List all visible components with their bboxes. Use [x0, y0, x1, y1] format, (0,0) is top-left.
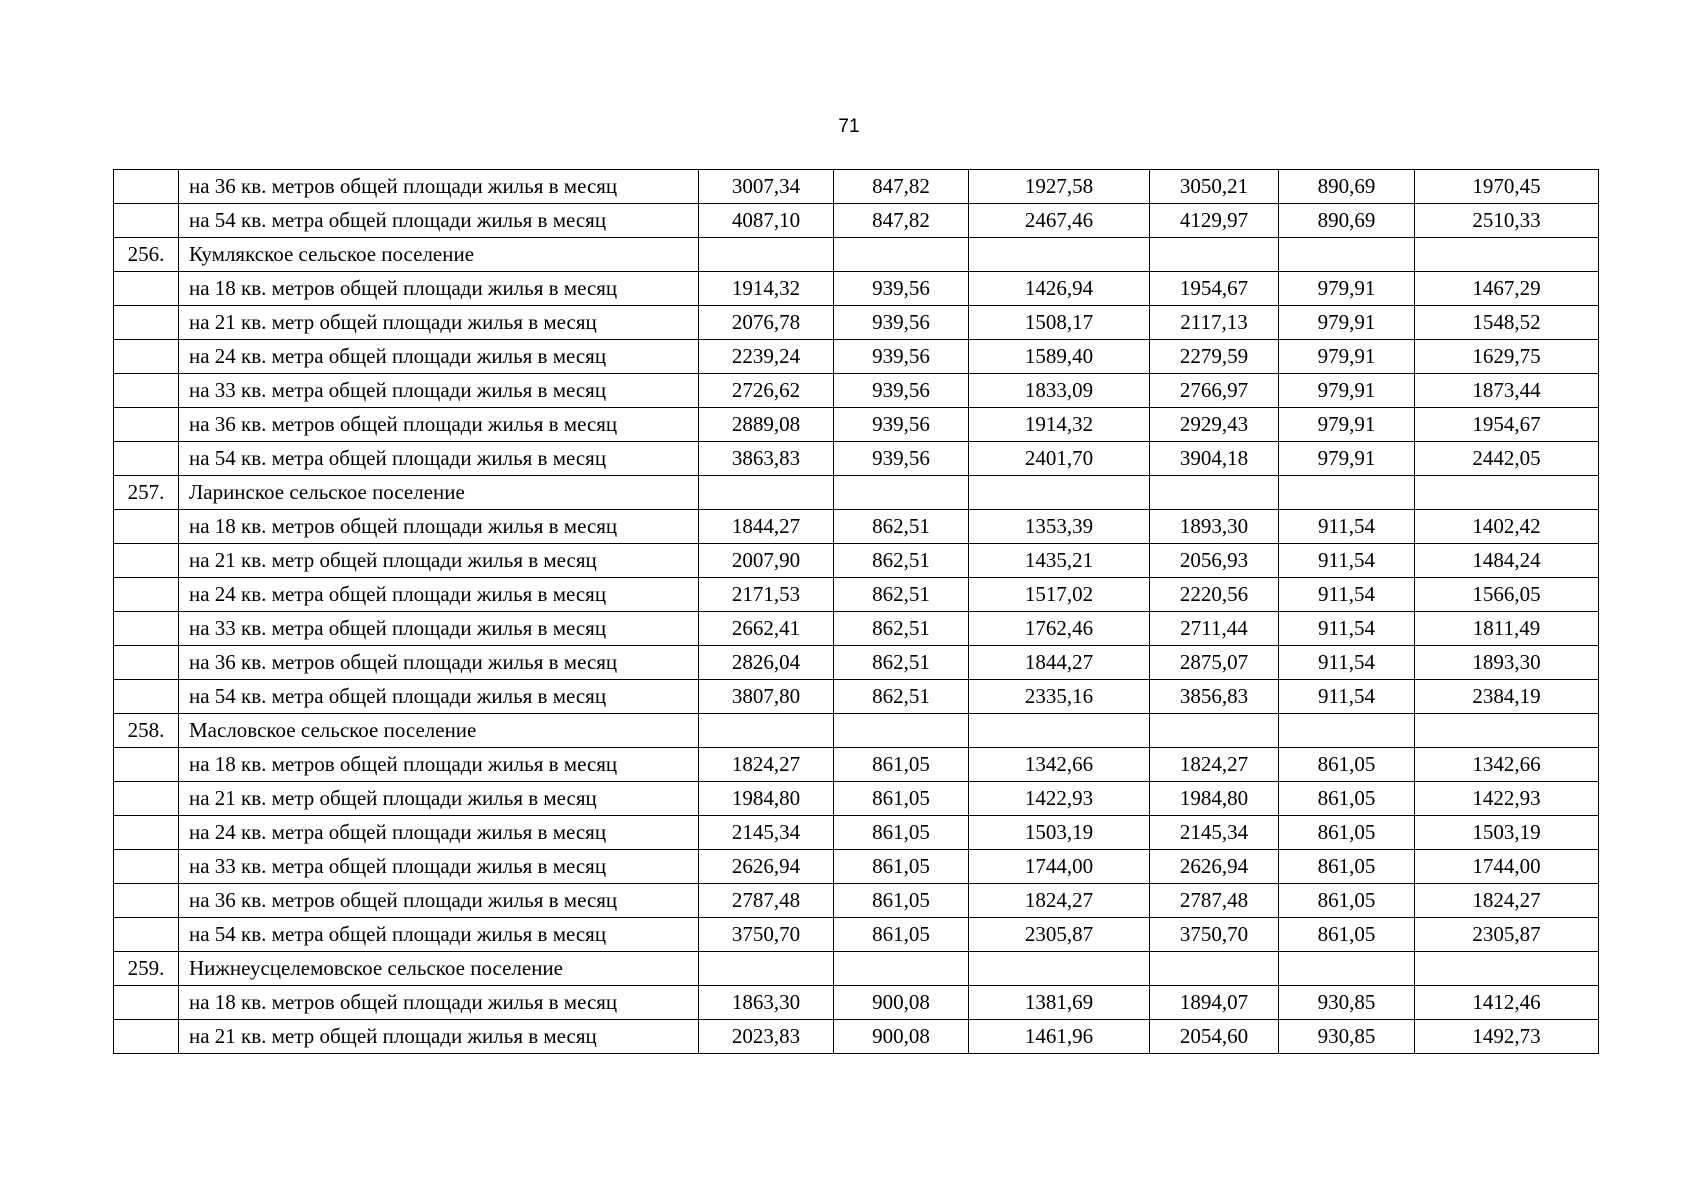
row-number-cell: [114, 272, 179, 306]
value-cell-5: 979,91: [1279, 442, 1415, 476]
value-cell-1: 3007,34: [699, 170, 834, 204]
value-cell-6: 1811,49: [1415, 612, 1599, 646]
value-cell-2: 939,56: [834, 272, 969, 306]
value-cell-4: 3750,70: [1150, 918, 1279, 952]
value-cell-3: 1435,21: [969, 544, 1150, 578]
value-cell-5: 890,69: [1279, 204, 1415, 238]
tariff-table: [113, 169, 1599, 1054]
value-cell-6: 1492,73: [1415, 1020, 1599, 1054]
table-row: [114, 544, 1599, 578]
value-cell-1: 2626,94: [699, 850, 834, 884]
value-cell-2: [834, 952, 969, 986]
value-cell-2: [834, 714, 969, 748]
value-cell-1: 3863,83: [699, 442, 834, 476]
value-cell-5: [1279, 476, 1415, 510]
value-cell-3: 1824,27: [969, 884, 1150, 918]
value-cell-6: [1415, 952, 1599, 986]
value-cell-3: 1744,00: [969, 850, 1150, 884]
value-cell-5: 930,85: [1279, 986, 1415, 1020]
value-cell-1: 2023,83: [699, 1020, 834, 1054]
value-cell-6: 2442,05: [1415, 442, 1599, 476]
value-cell-3: 1381,69: [969, 986, 1150, 1020]
value-cell-6: 2305,87: [1415, 918, 1599, 952]
row-name-cell: на 21 кв. метр общей площади жилья в месяц: [179, 544, 699, 578]
table-row: [114, 748, 1599, 782]
value-cell-6: 1484,24: [1415, 544, 1599, 578]
table-row: [114, 816, 1599, 850]
value-cell-3: [969, 714, 1150, 748]
row-number-cell: [114, 1020, 179, 1054]
value-cell-1: 4087,10: [699, 204, 834, 238]
table-row: [114, 204, 1599, 238]
table-row: [114, 272, 1599, 306]
value-cell-5: 911,54: [1279, 612, 1415, 646]
value-cell-6: 1824,27: [1415, 884, 1599, 918]
value-cell-1: [699, 952, 834, 986]
value-cell-6: 2510,33: [1415, 204, 1599, 238]
table-body: [114, 170, 1599, 1054]
value-cell-6: 1503,19: [1415, 816, 1599, 850]
value-cell-4: 2220,56: [1150, 578, 1279, 612]
value-cell-3: 2401,70: [969, 442, 1150, 476]
value-cell-3: 1461,96: [969, 1020, 1150, 1054]
value-cell-3: 1927,58: [969, 170, 1150, 204]
value-cell-6: 1467,29: [1415, 272, 1599, 306]
value-cell-1: 2239,24: [699, 340, 834, 374]
table-row: [114, 442, 1599, 476]
table-row: [114, 408, 1599, 442]
value-cell-4: 1954,67: [1150, 272, 1279, 306]
row-number-cell: 259.: [114, 952, 179, 986]
value-cell-1: 3750,70: [699, 918, 834, 952]
value-cell-3: 1914,32: [969, 408, 1150, 442]
row-number-cell: [114, 782, 179, 816]
row-number-cell: 257.: [114, 476, 179, 510]
page-number: 71: [838, 116, 860, 137]
table-row: [114, 612, 1599, 646]
row-number-cell: [114, 646, 179, 680]
value-cell-1: 2007,90: [699, 544, 834, 578]
value-cell-3: 1762,46: [969, 612, 1150, 646]
value-cell-6: 1566,05: [1415, 578, 1599, 612]
row-name-cell: Нижнеусцелемовское сельское поселение: [179, 952, 699, 986]
value-cell-6: [1415, 476, 1599, 510]
row-name-cell: на 36 кв. метров общей площади жилья в месяц: [179, 170, 699, 204]
value-cell-5: [1279, 714, 1415, 748]
value-cell-4: 2766,97: [1150, 374, 1279, 408]
value-cell-1: 2889,08: [699, 408, 834, 442]
value-cell-2: 862,51: [834, 578, 969, 612]
value-cell-3: 1517,02: [969, 578, 1150, 612]
value-cell-5: 930,85: [1279, 1020, 1415, 1054]
section-header-row: [114, 952, 1599, 986]
row-name-cell: на 33 кв. метра общей площади жилья в месяц: [179, 374, 699, 408]
value-cell-3: 1426,94: [969, 272, 1150, 306]
value-cell-2: 861,05: [834, 816, 969, 850]
value-cell-3: 1342,66: [969, 748, 1150, 782]
value-cell-6: 1954,67: [1415, 408, 1599, 442]
value-cell-3: 1833,09: [969, 374, 1150, 408]
value-cell-6: 1970,45: [1415, 170, 1599, 204]
row-name-cell: Ларинское сельское поселение: [179, 476, 699, 510]
value-cell-1: [699, 476, 834, 510]
value-cell-2: 939,56: [834, 408, 969, 442]
value-cell-3: 2467,46: [969, 204, 1150, 238]
value-cell-4: 4129,97: [1150, 204, 1279, 238]
value-cell-3: [969, 238, 1150, 272]
value-cell-3: [969, 476, 1150, 510]
value-cell-5: 911,54: [1279, 680, 1415, 714]
value-cell-4: 3050,21: [1150, 170, 1279, 204]
value-cell-2: 900,08: [834, 986, 969, 1020]
row-name-cell: на 54 кв. метра общей площади жилья в месяц: [179, 442, 699, 476]
value-cell-3: 1589,40: [969, 340, 1150, 374]
row-number-cell: [114, 544, 179, 578]
table-row: [114, 306, 1599, 340]
value-cell-3: 1353,39: [969, 510, 1150, 544]
row-name-cell: на 33 кв. метра общей площади жилья в месяц: [179, 612, 699, 646]
row-name-cell: Масловское сельское поселение: [179, 714, 699, 748]
value-cell-4: [1150, 714, 1279, 748]
value-cell-1: 2171,53: [699, 578, 834, 612]
value-cell-6: 2384,19: [1415, 680, 1599, 714]
table-row: [114, 918, 1599, 952]
value-cell-2: 862,51: [834, 544, 969, 578]
value-cell-5: 979,91: [1279, 408, 1415, 442]
value-cell-4: 1984,80: [1150, 782, 1279, 816]
value-cell-5: 861,05: [1279, 816, 1415, 850]
row-name-cell: на 24 кв. метра общей площади жилья в месяц: [179, 578, 699, 612]
value-cell-2: 862,51: [834, 612, 969, 646]
value-cell-5: 861,05: [1279, 748, 1415, 782]
value-cell-6: 1629,75: [1415, 340, 1599, 374]
row-number-cell: [114, 918, 179, 952]
value-cell-4: 2711,44: [1150, 612, 1279, 646]
value-cell-6: 1893,30: [1415, 646, 1599, 680]
value-cell-1: 2662,41: [699, 612, 834, 646]
value-cell-6: 1412,46: [1415, 986, 1599, 1020]
value-cell-1: 2076,78: [699, 306, 834, 340]
row-name-cell: на 33 кв. метра общей площади жилья в месяц: [179, 850, 699, 884]
value-cell-5: [1279, 238, 1415, 272]
value-cell-4: 2875,07: [1150, 646, 1279, 680]
row-number-cell: [114, 306, 179, 340]
table-row: [114, 680, 1599, 714]
value-cell-5: [1279, 952, 1415, 986]
row-name-cell: на 36 кв. метров общей площади жилья в месяц: [179, 646, 699, 680]
value-cell-2: 900,08: [834, 1020, 969, 1054]
row-number-cell: [114, 408, 179, 442]
row-number-cell: [114, 578, 179, 612]
value-cell-5: 911,54: [1279, 646, 1415, 680]
value-cell-3: 1508,17: [969, 306, 1150, 340]
value-cell-4: 2117,13: [1150, 306, 1279, 340]
value-cell-2: 862,51: [834, 646, 969, 680]
value-cell-3: 1844,27: [969, 646, 1150, 680]
value-cell-6: 1422,93: [1415, 782, 1599, 816]
value-cell-3: 2335,16: [969, 680, 1150, 714]
value-cell-2: 847,82: [834, 204, 969, 238]
value-cell-2: 862,51: [834, 510, 969, 544]
value-cell-1: 2726,62: [699, 374, 834, 408]
value-cell-3: 2305,87: [969, 918, 1150, 952]
table-row: [114, 646, 1599, 680]
row-name-cell: на 54 кв. метра общей площади жилья в месяц: [179, 680, 699, 714]
value-cell-6: 1744,00: [1415, 850, 1599, 884]
section-header-row: [114, 714, 1599, 748]
row-name-cell: на 18 кв. метров общей площади жилья в месяц: [179, 272, 699, 306]
row-number-cell: [114, 748, 179, 782]
row-name-cell: на 24 кв. метра общей площади жилья в месяц: [179, 816, 699, 850]
table-row: [114, 986, 1599, 1020]
value-cell-2: 861,05: [834, 782, 969, 816]
value-cell-4: 3904,18: [1150, 442, 1279, 476]
value-cell-6: 1402,42: [1415, 510, 1599, 544]
value-cell-6: [1415, 238, 1599, 272]
table-row: [114, 374, 1599, 408]
row-name-cell: Кумлякское сельское поселение: [179, 238, 699, 272]
row-name-cell: на 18 кв. метров общей площади жилья в месяц: [179, 748, 699, 782]
value-cell-4: 2787,48: [1150, 884, 1279, 918]
value-cell-6: 1342,66: [1415, 748, 1599, 782]
row-name-cell: на 18 кв. метров общей площади жилья в месяц: [179, 986, 699, 1020]
value-cell-1: 2145,34: [699, 816, 834, 850]
table-row: [114, 782, 1599, 816]
section-header-row: [114, 476, 1599, 510]
value-cell-4: 3856,83: [1150, 680, 1279, 714]
row-number-cell: 258.: [114, 714, 179, 748]
value-cell-5: 911,54: [1279, 578, 1415, 612]
value-cell-1: 1863,30: [699, 986, 834, 1020]
row-number-cell: [114, 986, 179, 1020]
row-name-cell: на 54 кв. метра общей площади жилья в месяц: [179, 918, 699, 952]
value-cell-6: [1415, 714, 1599, 748]
row-number-cell: [114, 884, 179, 918]
row-name-cell: на 36 кв. метров общей площади жилья в месяц: [179, 408, 699, 442]
value-cell-4: [1150, 476, 1279, 510]
value-cell-1: 3807,80: [699, 680, 834, 714]
value-cell-5: 861,05: [1279, 850, 1415, 884]
value-cell-2: 939,56: [834, 306, 969, 340]
value-cell-4: [1150, 238, 1279, 272]
table-row: [114, 1020, 1599, 1054]
value-cell-5: 979,91: [1279, 306, 1415, 340]
value-cell-5: 861,05: [1279, 884, 1415, 918]
value-cell-2: 939,56: [834, 340, 969, 374]
row-number-cell: [114, 850, 179, 884]
value-cell-4: 2145,34: [1150, 816, 1279, 850]
value-cell-2: 939,56: [834, 374, 969, 408]
value-cell-1: 1844,27: [699, 510, 834, 544]
value-cell-2: [834, 238, 969, 272]
value-cell-2: 861,05: [834, 748, 969, 782]
value-cell-2: [834, 476, 969, 510]
value-cell-5: 861,05: [1279, 918, 1415, 952]
value-cell-4: 2054,60: [1150, 1020, 1279, 1054]
row-number-cell: 256.: [114, 238, 179, 272]
value-cell-4: 1894,07: [1150, 986, 1279, 1020]
table-row: [114, 510, 1599, 544]
row-number-cell: [114, 442, 179, 476]
row-number-cell: [114, 204, 179, 238]
section-header-row: [114, 238, 1599, 272]
value-cell-2: 847,82: [834, 170, 969, 204]
value-cell-1: 2787,48: [699, 884, 834, 918]
row-number-cell: [114, 612, 179, 646]
value-cell-1: 1914,32: [699, 272, 834, 306]
row-name-cell: на 24 кв. метра общей площади жилья в месяц: [179, 340, 699, 374]
value-cell-4: 2279,59: [1150, 340, 1279, 374]
value-cell-5: 911,54: [1279, 544, 1415, 578]
row-number-cell: [114, 170, 179, 204]
value-cell-5: 911,54: [1279, 510, 1415, 544]
value-cell-4: 2056,93: [1150, 544, 1279, 578]
row-number-cell: [114, 680, 179, 714]
value-cell-5: 890,69: [1279, 170, 1415, 204]
value-cell-1: 1984,80: [699, 782, 834, 816]
value-cell-2: 862,51: [834, 680, 969, 714]
value-cell-6: 1548,52: [1415, 306, 1599, 340]
row-name-cell: на 21 кв. метр общей площади жилья в месяц: [179, 1020, 699, 1054]
value-cell-4: 2929,43: [1150, 408, 1279, 442]
row-name-cell: на 21 кв. метр общей площади жилья в месяц: [179, 306, 699, 340]
row-number-cell: [114, 374, 179, 408]
value-cell-1: [699, 238, 834, 272]
table-row: [114, 340, 1599, 374]
row-number-cell: [114, 340, 179, 374]
table-row: [114, 578, 1599, 612]
value-cell-5: 979,91: [1279, 374, 1415, 408]
value-cell-5: 979,91: [1279, 340, 1415, 374]
value-cell-4: 2626,94: [1150, 850, 1279, 884]
value-cell-5: 861,05: [1279, 782, 1415, 816]
value-cell-2: 861,05: [834, 850, 969, 884]
table-row: [114, 850, 1599, 884]
row-number-cell: [114, 816, 179, 850]
row-name-cell: на 21 кв. метр общей площади жилья в месяц: [179, 782, 699, 816]
value-cell-1: 1824,27: [699, 748, 834, 782]
value-cell-2: 861,05: [834, 884, 969, 918]
value-cell-6: 1873,44: [1415, 374, 1599, 408]
value-cell-1: [699, 714, 834, 748]
value-cell-5: 979,91: [1279, 272, 1415, 306]
row-name-cell: на 54 кв. метра общей площади жилья в месяц: [179, 204, 699, 238]
value-cell-3: 1422,93: [969, 782, 1150, 816]
value-cell-3: 1503,19: [969, 816, 1150, 850]
row-number-cell: [114, 510, 179, 544]
table-row: [114, 170, 1599, 204]
row-name-cell: на 18 кв. метров общей площади жилья в месяц: [179, 510, 699, 544]
value-cell-4: 1893,30: [1150, 510, 1279, 544]
value-cell-3: [969, 952, 1150, 986]
value-cell-2: 939,56: [834, 442, 969, 476]
value-cell-1: 2826,04: [699, 646, 834, 680]
table-row: [114, 884, 1599, 918]
value-cell-4: [1150, 952, 1279, 986]
value-cell-4: 1824,27: [1150, 748, 1279, 782]
value-cell-2: 861,05: [834, 918, 969, 952]
row-name-cell: на 36 кв. метров общей площади жилья в месяц: [179, 884, 699, 918]
